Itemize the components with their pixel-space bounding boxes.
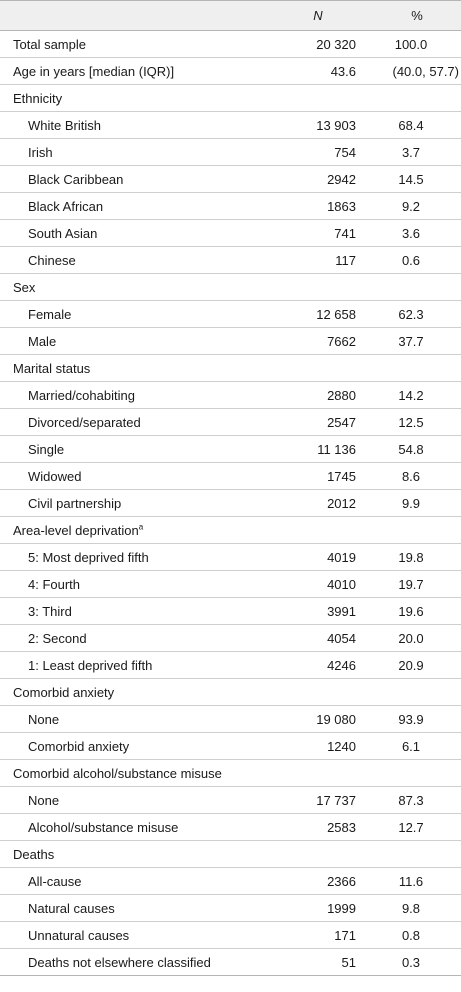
percent-cell: 100.0 — [373, 31, 461, 58]
count-cell: 2583 — [263, 814, 373, 841]
row-label-text: Marital status — [13, 360, 91, 376]
table-row — [0, 787, 461, 814]
group-header-row — [0, 274, 461, 301]
row-label — [0, 922, 263, 949]
row-label — [0, 868, 263, 895]
row-label-text: Comorbid alcohol/substance misuse — [13, 765, 222, 781]
table-row — [0, 706, 461, 733]
percent-cell — [373, 760, 461, 787]
row-label-text: Black Caribbean — [28, 171, 124, 187]
percent-cell: 87.3 — [373, 787, 461, 814]
row-label — [0, 814, 263, 841]
row-label — [0, 571, 263, 598]
group-header-row — [0, 679, 461, 706]
row-label-text: Deaths not elsewhere classified — [28, 954, 211, 970]
row-label-text: 5: Most deprived fifth — [28, 549, 149, 565]
table-row — [0, 247, 461, 274]
percent-cell: 12.7 — [373, 814, 461, 841]
count-cell — [263, 355, 373, 382]
table-row — [0, 58, 461, 85]
count-cell — [263, 517, 373, 544]
row-label — [0, 31, 263, 58]
table-row — [0, 868, 461, 895]
percent-cell — [373, 274, 461, 301]
count-cell: 741 — [263, 220, 373, 247]
table-row — [0, 220, 461, 247]
percent-cell: 37.7 — [373, 328, 461, 355]
table-row — [0, 139, 461, 166]
percent-cell — [373, 355, 461, 382]
percent-cell: 54.8 — [373, 436, 461, 463]
row-label-text: Single — [28, 441, 65, 457]
table-row — [0, 895, 461, 922]
row-label-text: Comorbid anxiety — [13, 684, 115, 700]
row-label-text: Area-level deprivation — [13, 522, 139, 538]
count-cell: 171 — [263, 922, 373, 949]
percent-cell: 68.4 — [373, 112, 461, 139]
row-label — [0, 598, 263, 625]
percent-cell: 11.6 — [373, 868, 461, 895]
table-row — [0, 328, 461, 355]
row-label-text: Divorced/separated — [28, 414, 141, 430]
count-cell: 4019 — [263, 544, 373, 571]
percent-cell — [373, 85, 461, 112]
row-label-text: South Asian — [28, 225, 98, 241]
row-label-text: Chinese — [28, 252, 76, 268]
count-cell — [263, 760, 373, 787]
count-cell: 19 080 — [263, 706, 373, 733]
table-row — [0, 382, 461, 409]
row-label — [0, 760, 263, 787]
row-label — [0, 220, 263, 247]
percent-cell: 6.1 — [373, 733, 461, 760]
header-percent: % — [373, 1, 461, 31]
percent-cell: 12.5 — [373, 409, 461, 436]
percent-cell — [373, 517, 461, 544]
table-row — [0, 625, 461, 652]
header-label — [0, 1, 263, 31]
row-label-text: Civil partnership — [28, 495, 122, 511]
percent-cell: 3.7 — [373, 139, 461, 166]
percent-cell: 0.3 — [373, 949, 461, 976]
table-header — [0, 1, 461, 31]
group-header-row — [0, 841, 461, 868]
count-cell: 117 — [263, 247, 373, 274]
table-row — [0, 598, 461, 625]
count-cell: 51 — [263, 949, 373, 976]
row-label — [0, 112, 263, 139]
row-label — [0, 85, 263, 112]
count-cell: 1745 — [263, 463, 373, 490]
count-cell: 4010 — [263, 571, 373, 598]
count-cell: 4054 — [263, 625, 373, 652]
row-label — [0, 328, 263, 355]
percent-cell — [373, 679, 461, 706]
table-body — [0, 31, 461, 976]
percent-cell: 19.8 — [373, 544, 461, 571]
row-label — [0, 787, 263, 814]
row-label — [0, 625, 263, 652]
row-label — [0, 517, 263, 544]
row-label — [0, 193, 263, 220]
row-label-text: Sex — [13, 279, 36, 295]
row-label-text: 1: Least deprived fifth — [28, 657, 153, 673]
row-label-text: Deaths — [13, 846, 55, 862]
percent-cell: 9.2 — [373, 193, 461, 220]
footnote-marker: a — [138, 522, 144, 532]
row-label — [0, 436, 263, 463]
percent-cell: 93.9 — [373, 706, 461, 733]
header-row — [0, 1, 461, 31]
count-cell — [263, 679, 373, 706]
count-cell: 43.6 — [263, 58, 373, 85]
count-cell: 1999 — [263, 895, 373, 922]
row-label-text: 4: Fourth — [28, 576, 81, 592]
table-row — [0, 922, 461, 949]
row-label — [0, 409, 263, 436]
row-label — [0, 733, 263, 760]
row-label-text: All-cause — [28, 873, 82, 889]
count-cell: 20 320 — [263, 31, 373, 58]
count-cell: 2366 — [263, 868, 373, 895]
percent-cell: 20.0 — [373, 625, 461, 652]
count-cell: 12 658 — [263, 301, 373, 328]
percent-cell: 9.8 — [373, 895, 461, 922]
percent-cell — [373, 841, 461, 868]
row-label-text: Total sample — [13, 36, 86, 52]
count-cell: 11 136 — [263, 436, 373, 463]
percent-cell: 19.7 — [373, 571, 461, 598]
row-label — [0, 652, 263, 679]
count-cell: 1240 — [263, 733, 373, 760]
table-row — [0, 31, 461, 58]
row-label — [0, 355, 263, 382]
percent-cell: 14.5 — [373, 166, 461, 193]
percent-cell: 8.6 — [373, 463, 461, 490]
row-label — [0, 490, 263, 517]
row-label — [0, 949, 263, 976]
row-label-text: Alcohol/substance misuse — [28, 819, 179, 835]
percent-cell: 0.8 — [373, 922, 461, 949]
row-label — [0, 544, 263, 571]
count-cell: 1863 — [263, 193, 373, 220]
row-label — [0, 139, 263, 166]
row-label-text: Widowed — [28, 468, 82, 484]
table-row — [0, 949, 461, 976]
row-label — [0, 706, 263, 733]
count-cell: 4246 — [263, 652, 373, 679]
table-row — [0, 463, 461, 490]
table-row — [0, 571, 461, 598]
row-label — [0, 58, 263, 85]
header-n: N — [263, 1, 373, 31]
row-label-text: Married/cohabiting — [28, 387, 135, 403]
table-row — [0, 193, 461, 220]
table-row — [0, 544, 461, 571]
group-header-row — [0, 85, 461, 112]
table-row — [0, 652, 461, 679]
row-label — [0, 166, 263, 193]
row-label-text: None — [28, 792, 60, 808]
percent-cell: (40.0, 57.7) — [373, 58, 461, 85]
count-cell: 7662 — [263, 328, 373, 355]
count-cell — [263, 841, 373, 868]
count-cell: 3991 — [263, 598, 373, 625]
row-label — [0, 247, 263, 274]
percent-cell: 9.9 — [373, 490, 461, 517]
table-row — [0, 301, 461, 328]
row-label — [0, 301, 263, 328]
percent-cell: 62.3 — [373, 301, 461, 328]
row-label — [0, 274, 263, 301]
count-cell: 2547 — [263, 409, 373, 436]
row-label-text: Natural causes — [28, 900, 115, 916]
row-label — [0, 841, 263, 868]
count-cell: 2942 — [263, 166, 373, 193]
count-cell — [263, 274, 373, 301]
count-cell: 2880 — [263, 382, 373, 409]
count-cell: 13 903 — [263, 112, 373, 139]
row-label — [0, 895, 263, 922]
row-label-text: Unnatural causes — [28, 927, 130, 943]
percent-cell: 0.6 — [373, 247, 461, 274]
row-label-text: Irish — [28, 144, 53, 160]
row-label-text: 2: Second — [28, 630, 87, 646]
table-row — [0, 436, 461, 463]
percent-cell: 20.9 — [373, 652, 461, 679]
percent-cell: 3.6 — [373, 220, 461, 247]
count-cell: 754 — [263, 139, 373, 166]
table-row — [0, 733, 461, 760]
table-row — [0, 166, 461, 193]
row-label — [0, 463, 263, 490]
row-label-text: None — [28, 711, 60, 727]
group-header-row — [0, 760, 461, 787]
count-cell — [263, 85, 373, 112]
count-cell: 2012 — [263, 490, 373, 517]
count-cell: 17 737 — [263, 787, 373, 814]
percent-cell: 19.6 — [373, 598, 461, 625]
table-row — [0, 490, 461, 517]
row-label-text: Age in years [median (IQR)] — [13, 63, 175, 79]
percent-cell: 14.2 — [373, 382, 461, 409]
row-label-text: Male — [28, 333, 57, 349]
group-header-row — [0, 355, 461, 382]
table-row — [0, 814, 461, 841]
row-label-text: Ethnicity — [13, 90, 63, 106]
row-label-text: Female — [28, 306, 72, 322]
table-row — [0, 112, 461, 139]
row-label — [0, 679, 263, 706]
row-label — [0, 382, 263, 409]
row-label-text: White British — [28, 117, 101, 133]
table-row — [0, 409, 461, 436]
group-header-row — [0, 517, 461, 544]
row-label-text: 3: Third — [28, 603, 72, 619]
row-label-text: Black African — [28, 198, 104, 214]
row-label-text: Comorbid anxiety — [28, 738, 130, 754]
